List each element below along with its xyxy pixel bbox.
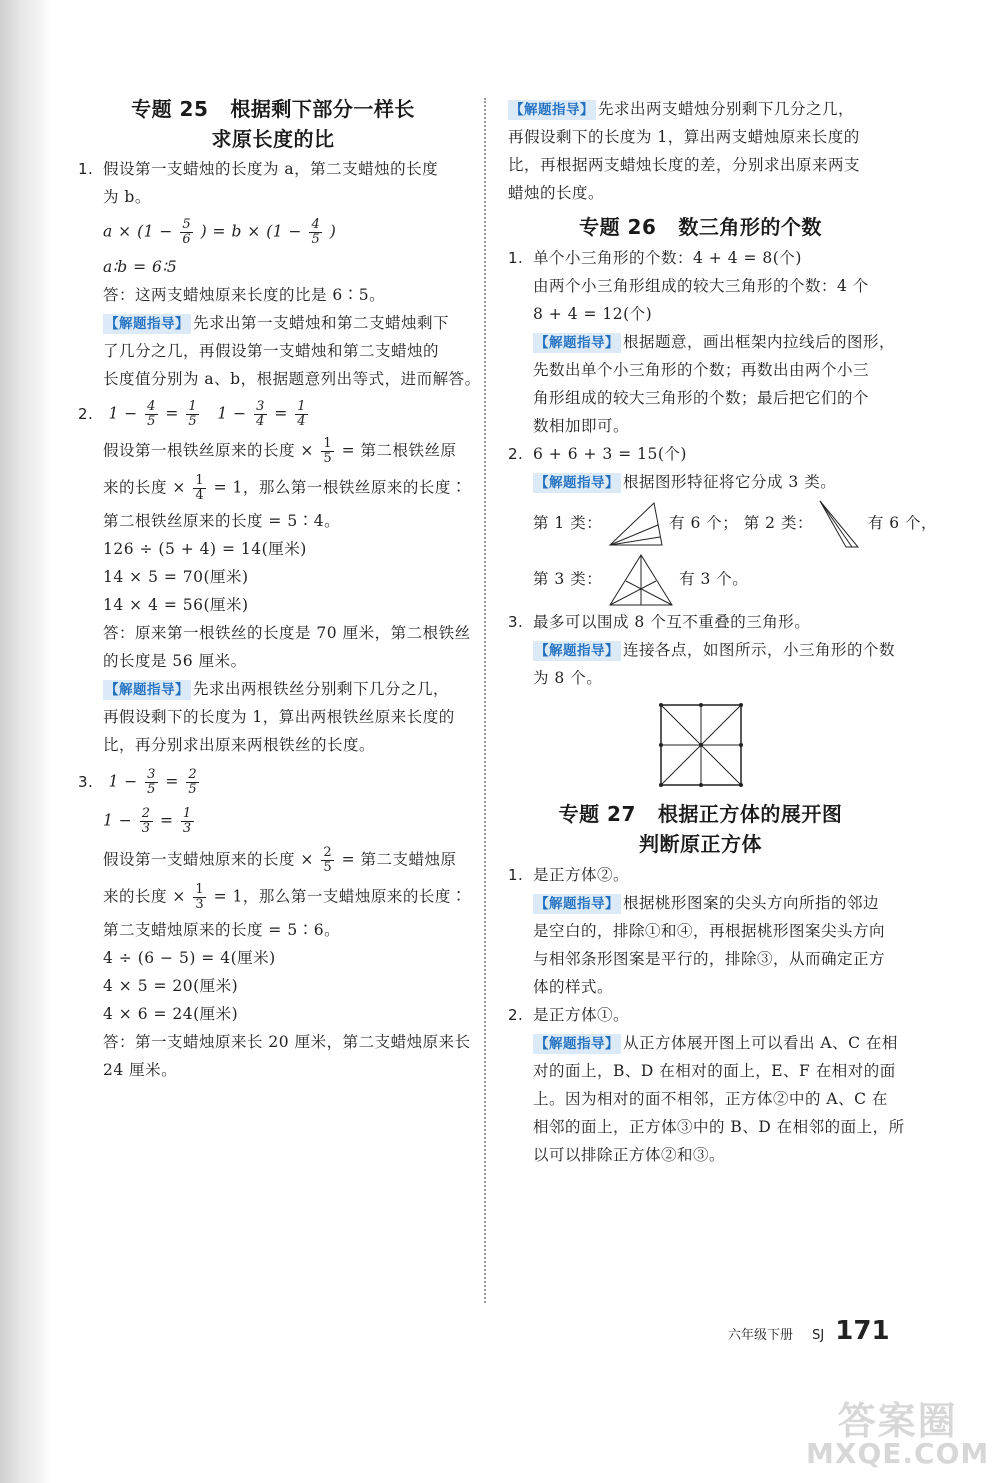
eq-part: a × (1 − <box>103 222 173 241</box>
question-line <box>508 442 893 467</box>
calc-line: 4 × 6 = 24(厘米) <box>103 1005 239 1023</box>
fraction <box>181 807 194 836</box>
tip-line: 为 8 个。 <box>533 669 603 687</box>
grid-diagram-wrap <box>508 703 893 791</box>
fraction <box>295 400 308 429</box>
question-number: 2. <box>508 1006 524 1024</box>
section-number: 专题 26 <box>579 215 657 239</box>
text-line <box>78 474 468 503</box>
question-line <box>508 246 893 271</box>
denominator: 3 <box>195 897 205 912</box>
tip-line <box>508 470 893 495</box>
book-spine-shadow <box>0 0 52 1483</box>
question-line <box>508 610 893 635</box>
calc-line: 14 × 5 = 70(厘米) <box>103 568 249 586</box>
tip-label: 【解题指导】 <box>535 475 619 491</box>
denominator: 4 <box>195 488 205 503</box>
tip-line: 比，再根据两支蜡烛长度的差，分别求出原来两支 <box>508 156 861 174</box>
question-number: 2. <box>508 445 524 463</box>
text-line <box>78 883 468 912</box>
question-line <box>508 863 893 888</box>
tip-line: 角形组成的较大三角形的个数；最后把它们的个 <box>533 389 870 407</box>
column-divider <box>484 98 486 1303</box>
numerator: 3 <box>147 767 156 782</box>
category-count: 有 6 个， <box>867 514 938 532</box>
numerator: 1 <box>195 882 205 897</box>
denominator: 4 <box>297 414 307 429</box>
section-title-line2: 判断原正方体 <box>639 832 762 856</box>
tip-line: 对的面上，B、D 在相对的面上，E、F 在相对的面 <box>533 1062 896 1080</box>
denominator: 5 <box>323 860 333 875</box>
answer: 24 厘米。 <box>103 1061 178 1079</box>
text: 假设第一根铁丝原来的长度 × <box>103 441 314 460</box>
numerator: 1 <box>182 806 192 821</box>
text: 来的长度 × <box>103 887 186 906</box>
answer: 答：原来第一根铁丝的长度是 70 厘米，第二根铁丝 <box>103 624 471 642</box>
text: 根据桃形图案的尖头方向所指的邻边 <box>623 894 880 912</box>
fraction <box>186 768 199 797</box>
text: 连接各点，如图所示，小三角形的个数 <box>623 641 896 659</box>
text-line: 第二支蜡烛原来的长度 = 5∶6。 <box>103 921 341 939</box>
category-label: 第 2 类： <box>743 514 813 532</box>
tip-line: 是空白的，排除①和④，再根据桃形图案尖头方向 <box>533 922 886 940</box>
text: 6 + 6 + 3 = 15(个) <box>533 445 687 463</box>
question-number: 3. <box>508 613 524 631</box>
tip-line: 蜡烛的长度。 <box>508 184 605 202</box>
tip-line <box>508 638 896 663</box>
tip-line: 比，再分别求出原来两根铁丝的长度。 <box>103 736 376 754</box>
text-line <box>78 846 468 875</box>
tip-line: 以可以排除正方体②和③。 <box>533 1146 726 1164</box>
tip-label: 【解题指导】 <box>535 896 619 912</box>
section-number: 专题 25 <box>131 97 209 121</box>
tip-label: 【解题指导】 <box>535 1036 619 1052</box>
calc-line: 4 ÷ (6 − 5) = 4(厘米) <box>103 949 276 967</box>
tip-line: 先数出单个小三角形的个数；再数出由两个小三 <box>533 361 870 379</box>
numerator: 2 <box>188 767 198 782</box>
numerator: 2 <box>141 806 151 821</box>
denominator: 3 <box>141 821 151 836</box>
answer: 答：这两支蜡烛原来长度的比是 6∶5。 <box>103 286 386 304</box>
equation <box>78 807 468 836</box>
denominator: 5 <box>147 414 156 429</box>
denominator: 5 <box>311 232 321 247</box>
section-title-line1: 根据正方体的展开图 <box>657 802 843 826</box>
section-title-25 <box>78 94 468 154</box>
question-number: 1. <box>508 249 524 267</box>
fraction <box>180 218 193 247</box>
section-number: 专题 27 <box>558 802 636 826</box>
equation: a∶b = 6∶5 <box>103 258 178 276</box>
category-label: 第 3 类： <box>533 570 603 588</box>
tip-line: 再假设剩下的长度为 1，算出两根铁丝原来长度的 <box>103 708 455 726</box>
tip-label: 【解题指导】 <box>535 335 619 351</box>
watermark-text: 答案圈 <box>837 1399 958 1443</box>
eq-part: = <box>159 811 174 830</box>
numerator: 1 <box>188 399 198 414</box>
tip-line: 体的样式。 <box>533 978 614 996</box>
left-column <box>78 94 481 1086</box>
eq-part: ) = b × (1 − <box>200 222 303 241</box>
eq-part: = <box>165 404 179 423</box>
eq-part: 1 − <box>103 811 133 830</box>
category-label: 第 1 类： <box>533 514 603 532</box>
equation <box>78 400 468 429</box>
section-title-26 <box>508 212 893 242</box>
denominator: 5 <box>147 782 156 797</box>
text: 先求出第一支蜡烛和第二支蜡烛剩下 <box>193 314 450 332</box>
numerator: 2 <box>323 845 333 860</box>
question-line <box>508 1003 893 1028</box>
text: = 第二支蜡烛原 <box>341 850 457 869</box>
eq-part: 1 − <box>108 772 138 791</box>
triangle-category3-figure <box>608 553 674 607</box>
fraction <box>254 400 267 429</box>
text: = 1，那么第一根铁丝原来的长度∶ <box>213 478 467 497</box>
tip-label: 【解题指导】 <box>105 682 189 698</box>
tip-line: 数相加即可。 <box>533 417 630 435</box>
tip-line <box>508 1031 898 1056</box>
tip-line: 上。因为相对的面不相邻，正方体②中的 A、C 在 <box>533 1090 888 1108</box>
watermark-url: MXQE.COM <box>806 1437 990 1470</box>
text: 根据图形特征将它分成 3 类。 <box>623 473 837 491</box>
category-line <box>508 498 938 548</box>
denominator: 5 <box>188 414 198 429</box>
text: 单个小三角形的个数：4 + 4 = 8(个) <box>533 249 802 267</box>
category-count: 有 3 个。 <box>679 570 749 588</box>
edition-code: SJ <box>812 1328 825 1343</box>
denominator: 6 <box>182 232 192 247</box>
question-number: 3. <box>78 772 94 791</box>
section-title-27 <box>508 799 893 859</box>
tip-line: 了几分之几，再假设第一支蜡烛和第二支蜡烛的 <box>103 342 440 360</box>
text: 来的长度 × <box>103 478 186 497</box>
text: 先求出两根铁丝分别剩下几分之几， <box>193 680 450 698</box>
equation <box>78 218 468 247</box>
category-line <box>508 551 893 607</box>
question-number: 2. <box>78 404 94 423</box>
triangle-category2-figure <box>818 499 862 549</box>
calc-line: 8 + 4 = 12(个) <box>533 305 653 323</box>
tip-line: 与相邻条形图案是平行的，排除③，从而确定正方 <box>533 950 886 968</box>
section-title-line2: 求原长度的比 <box>211 127 335 151</box>
tip-label: 【解题指导】 <box>510 102 594 118</box>
question-line: 为 b。 <box>103 188 151 206</box>
answer: 的长度是 56 厘米。 <box>103 652 247 670</box>
numerator: 4 <box>311 217 321 232</box>
text: 从正方体展开图上可以看出 A、C 在相 <box>623 1034 898 1052</box>
question-number: 1. <box>78 160 94 178</box>
fraction <box>140 807 153 836</box>
tip-line <box>78 311 468 336</box>
right-column <box>508 94 938 1171</box>
fraction <box>309 218 322 247</box>
category-count: 有 6 个； <box>669 514 739 532</box>
eq-part: 1 − <box>108 404 138 423</box>
tip-line <box>508 330 896 355</box>
fraction <box>145 768 158 797</box>
denominator: 5 <box>188 782 198 797</box>
fraction <box>193 474 206 503</box>
denominator: 4 <box>256 414 265 429</box>
fraction <box>193 883 206 912</box>
page-number: 171 <box>835 1316 890 1346</box>
numerator: 1 <box>297 399 307 414</box>
tip-line <box>78 677 468 702</box>
tip-line <box>508 891 893 916</box>
text-line <box>78 437 468 466</box>
text-line: 由两个小三角形组成的较大三角形的个数：4 个 <box>533 277 869 295</box>
equation <box>78 768 468 797</box>
fraction <box>321 846 334 875</box>
text: 是正方体②。 <box>533 866 630 884</box>
fraction <box>186 400 199 429</box>
tip-line: 再假设剩下的长度为 1，算出两支蜡烛原来长度的 <box>508 128 860 146</box>
watermark <box>806 1399 990 1470</box>
numerator: 5 <box>182 217 192 232</box>
fraction <box>145 400 158 429</box>
numerator: 1 <box>323 436 333 451</box>
text-line: 第二根铁丝原来的长度 = 5∶4。 <box>103 512 341 530</box>
fraction <box>321 437 334 466</box>
text: 根据题意，画出框架内拉线后的图形， <box>623 333 896 351</box>
page-footer <box>728 1316 890 1346</box>
tip-label: 【解题指导】 <box>535 643 619 659</box>
calc-line: 4 × 5 = 20(厘米) <box>103 977 239 995</box>
tip-line: 长度值分别为 a、b，根据题意列出等式，进而解答。 <box>103 370 481 388</box>
text: 是正方体①。 <box>533 1006 630 1024</box>
eq-part: 1 − <box>217 404 247 423</box>
tip-line: 相邻的面上，正方体③中的 B、D 在相邻的面上，所 <box>533 1118 905 1136</box>
numerator: 3 <box>256 399 265 414</box>
tip-line <box>508 97 893 122</box>
grade-label: 六年级下册 <box>728 1328 794 1343</box>
section-title-line1: 根据剩下部分一样长 <box>230 97 415 121</box>
question-number: 1. <box>508 866 524 884</box>
question-line <box>78 157 468 182</box>
answer: 答：第一支蜡烛原来长 20 厘米，第二支蜡烛原来长 <box>103 1033 471 1051</box>
text: 假设第一支蜡烛的长度为 a，第二支蜡烛的长度 <box>103 160 439 178</box>
denominator: 3 <box>182 821 192 836</box>
tip-label: 【解题指导】 <box>105 316 189 332</box>
eq-part: = <box>274 404 288 423</box>
triangle-category1-figure <box>608 501 664 547</box>
calc-line: 14 × 4 = 56(厘米) <box>103 596 249 614</box>
text: 假设第一支蜡烛原来的长度 × <box>103 850 314 869</box>
text: 先求出两支蜡烛分别剩下几分之几， <box>598 100 855 118</box>
eq-part: ) <box>329 222 337 241</box>
text: = 第二根铁丝原 <box>341 441 457 460</box>
text: = 1，那么第一支蜡烛原来的长度∶ <box>213 887 467 906</box>
eq-part: = <box>165 772 179 791</box>
square-grid-diagram <box>659 703 743 787</box>
denominator: 5 <box>323 451 333 466</box>
numerator: 4 <box>147 399 156 414</box>
numerator: 1 <box>195 473 205 488</box>
calc-line: 126 ÷ (5 + 4) = 14(厘米) <box>103 540 307 558</box>
section-title-text: 数三角形的个数 <box>678 215 822 239</box>
text: 最多可以围成 8 个互不重叠的三角形。 <box>533 613 811 631</box>
